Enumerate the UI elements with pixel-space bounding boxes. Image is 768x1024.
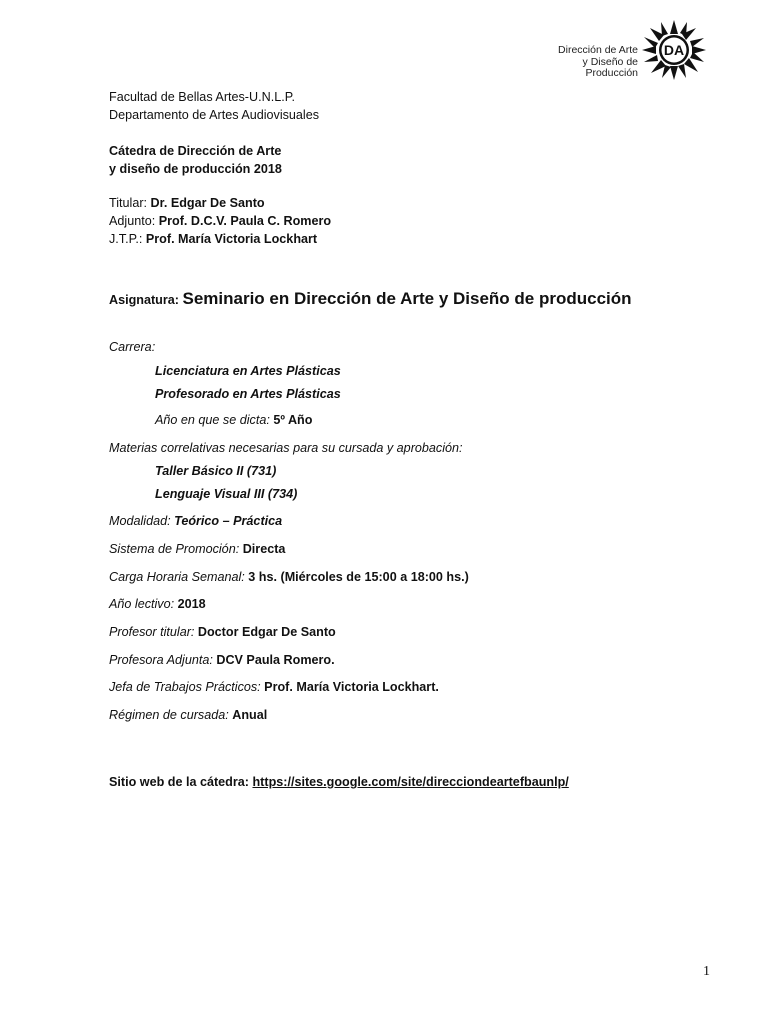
anio-dicta-label: Año en que se dicta: bbox=[155, 413, 274, 427]
adjunto-value: Prof. D.C.V. Paula C. Romero bbox=[158, 214, 332, 228]
anio-dicta-row bbox=[155, 411, 312, 429]
institution-block bbox=[109, 88, 319, 124]
modalidad-row bbox=[109, 512, 282, 530]
adjunto-label: Adjunto: bbox=[109, 214, 159, 228]
jefa-label: Jefa de Trabajos Prácticos: bbox=[109, 680, 265, 694]
promocion-row bbox=[109, 540, 285, 558]
lectivo-value: 2018 bbox=[177, 597, 206, 611]
regimen-label: Régimen de cursada: bbox=[109, 708, 233, 722]
logo-line-1: Dirección de Arte bbox=[558, 44, 638, 56]
website-link[interactable]: https://sites.google.com/site/direcciondeartefbaunlp/ bbox=[252, 775, 569, 789]
profesor-titular-label: Profesor titular: bbox=[109, 625, 198, 639]
titular-label: Titular: bbox=[109, 196, 151, 210]
anio-dicta-value: 5º Año bbox=[273, 413, 313, 427]
logo-line-2: y Diseño de Producción bbox=[582, 55, 638, 79]
carrera-label: Carrera: bbox=[109, 340, 156, 354]
titular-value: Dr. Edgar De Santo bbox=[150, 196, 265, 210]
logo-mark: DA bbox=[663, 42, 685, 58]
adjunta-row bbox=[109, 651, 335, 669]
chair-block bbox=[109, 142, 282, 178]
modalidad-label: Modalidad: bbox=[109, 514, 175, 528]
website-row bbox=[109, 773, 569, 791]
carga-label: Carga Horaria Semanal: bbox=[109, 570, 249, 584]
correlativa-item-1: Taller Básico II (731) bbox=[155, 464, 277, 478]
jefa-row bbox=[109, 678, 439, 696]
subject-title: Seminario en Dirección de Arte y Diseño de producción bbox=[182, 289, 632, 308]
department-name: Departamento de Artes Audiovisuales bbox=[109, 108, 320, 122]
chair-line-2: y diseño de producción 2018 bbox=[109, 162, 282, 176]
adjunta-label: Profesora Adjunta: bbox=[109, 653, 217, 667]
subject-heading bbox=[109, 289, 632, 309]
subject-label: Asignatura: bbox=[109, 293, 183, 307]
carrera-item-2: Profesorado en Artes Plásticas bbox=[155, 387, 341, 401]
da-starburst-icon bbox=[642, 20, 706, 80]
correlativa-item-2: Lenguaje Visual III (734) bbox=[155, 487, 298, 501]
promocion-value: Directa bbox=[242, 542, 286, 556]
chair-logo bbox=[530, 20, 720, 80]
lectivo-label: Año lectivo: bbox=[109, 597, 178, 611]
page-number: 1 bbox=[703, 964, 710, 979]
profesor-titular-row bbox=[109, 623, 336, 641]
carga-value: 3 hs. (Miércoles de 15:00 a 18:00 hs.) bbox=[248, 570, 469, 584]
logo-text bbox=[530, 45, 638, 80]
jtp-row bbox=[109, 230, 331, 248]
jtp-label: J.T.P.: bbox=[109, 232, 146, 246]
correlativas-label: Materias correlativas necesarias para su cursada y aprobación: bbox=[109, 441, 463, 455]
faculty-name: Facultad de Bellas Artes-U.N.L.P. bbox=[109, 90, 295, 104]
regimen-row bbox=[109, 706, 267, 724]
adjunto-row bbox=[109, 212, 331, 230]
lectivo-row bbox=[109, 595, 206, 613]
carrera-item-1: Licenciatura en Artes Plásticas bbox=[155, 364, 341, 378]
regimen-value: Anual bbox=[232, 708, 268, 722]
modalidad-value: Teórico – Práctica bbox=[174, 514, 283, 528]
chair-line-1: Cátedra de Dirección de Arte bbox=[109, 144, 282, 158]
promocion-label: Sistema de Promoción: bbox=[109, 542, 243, 556]
website-label: Sitio web de la cátedra: bbox=[109, 775, 253, 789]
carga-row bbox=[109, 568, 469, 586]
adjunta-value: DCV Paula Romero. bbox=[216, 653, 335, 667]
jtp-value: Prof. María Victoria Lockhart bbox=[145, 232, 318, 246]
staff-block bbox=[109, 194, 331, 248]
profesor-titular-value: Doctor Edgar De Santo bbox=[197, 625, 336, 639]
jefa-value: Prof. María Victoria Lockhart. bbox=[264, 680, 439, 694]
titular-row bbox=[109, 194, 331, 212]
